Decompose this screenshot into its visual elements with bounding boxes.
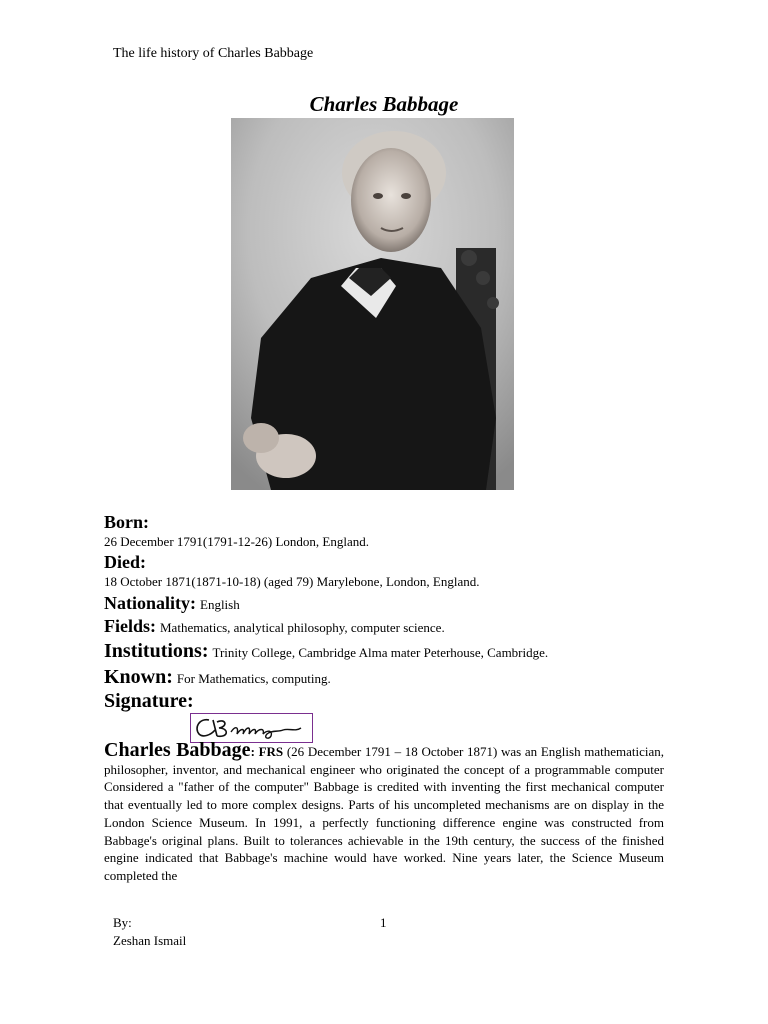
institutions-label: Institutions: [104, 640, 209, 662]
nationality-value: English [200, 597, 240, 612]
footer-by-label: By: [113, 915, 132, 930]
nationality-row [104, 593, 240, 614]
died-value: 18 October 1871(1871-10-18) (aged 79) Marylebone, London, England. [104, 574, 480, 589]
footer-author: Zeshan Ismail [113, 933, 187, 948]
born-value: 26 December 1791(1791-12-26) London, England. [104, 534, 369, 549]
known-row [104, 666, 331, 689]
fields-row [104, 616, 445, 637]
known-value: For Mathematics, computing. [176, 671, 331, 686]
page-title: Charles Babbage [309, 92, 459, 116]
frs-postnominal: FRS [258, 744, 284, 759]
institutions-row [104, 640, 548, 663]
institutions-value: Trinity College, Cambridge Alma mater Peterhouse, Cambridge. [212, 645, 549, 660]
died-label: Died: [104, 552, 146, 572]
bio-colon: : [250, 744, 255, 759]
fields-value: Mathematics, analytical philosophy, computer science. [160, 620, 445, 635]
signature-label: Signature: [104, 690, 194, 712]
nationality-label: Nationality: [104, 593, 196, 613]
portrait-photo [231, 118, 514, 490]
bio-name: Charles Babbage [104, 739, 251, 761]
bio-text: (26 December 1791 – 18 October 1871) was an English mathematician, philosopher, inventor, and mechanical engineer who originated the concept of a programmable computer Considered a "father of the computer" Babbage is credited with inventing the first mechanical computer that eventually led to more complex designs. Parts of his uncompleted mechanisms are on display in the London Science Museum. In 1991, a perfectly functioning difference engine was constructed from Babbage's original plans. Built to tolerances achievable in the 19th century, the success of the finished engine indicated that Babbage's machine would have worked. Nine years later, the Science Museum completed the [104, 744, 665, 883]
born-label: Born: [104, 512, 149, 532]
page-number: 1 [380, 915, 387, 930]
fields-label: Fields: [104, 616, 156, 636]
biography-paragraph [104, 739, 665, 885]
running-header: The life history of Charles Babbage [113, 46, 314, 61]
known-label: Known: [104, 666, 173, 688]
